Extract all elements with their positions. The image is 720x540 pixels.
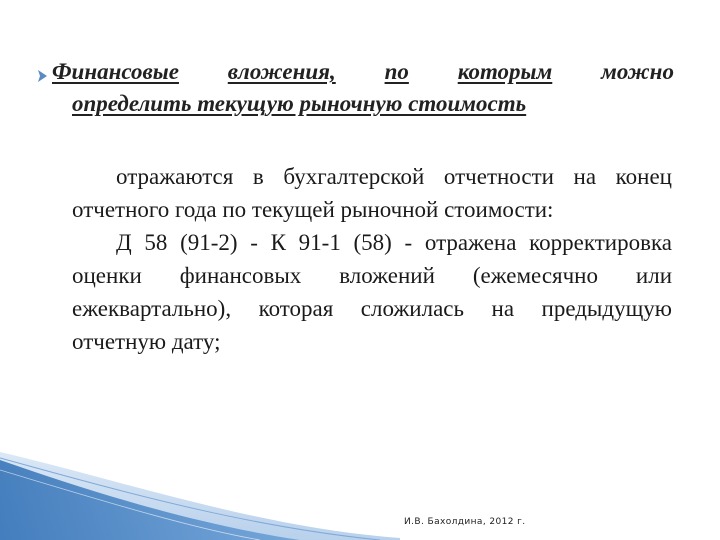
paragraph-entry: Д 58 (91-2) - К 91-1 (58) - отражена корректировка оценки финансовых вложений (ежемесячно или ежеквартально), которая сложилась на предыдущую отчетную дату; (72, 230, 672, 354)
heading-word: вложения, (227, 59, 336, 84)
heading-word: по (384, 59, 409, 84)
heading-line-2: определить текущую рыночную стоимость (72, 91, 527, 116)
heading-word: которым (457, 59, 553, 84)
heading-line-1 (52, 56, 674, 88)
footer-wave-decoration (0, 440, 720, 540)
slide-heading (52, 56, 674, 120)
slide-body (72, 160, 672, 358)
paragraph-reporting: отражаются в бухгалтерской отчетности на конец отчетного года по текущей рыночной стоимости: (72, 164, 672, 222)
heading-word: Финансовые (52, 59, 179, 84)
author-credit: И.В. Бахолдина, 2012 г. (404, 517, 526, 527)
arrow-bullet-icon (38, 70, 47, 82)
heading-word: можно (601, 59, 674, 84)
